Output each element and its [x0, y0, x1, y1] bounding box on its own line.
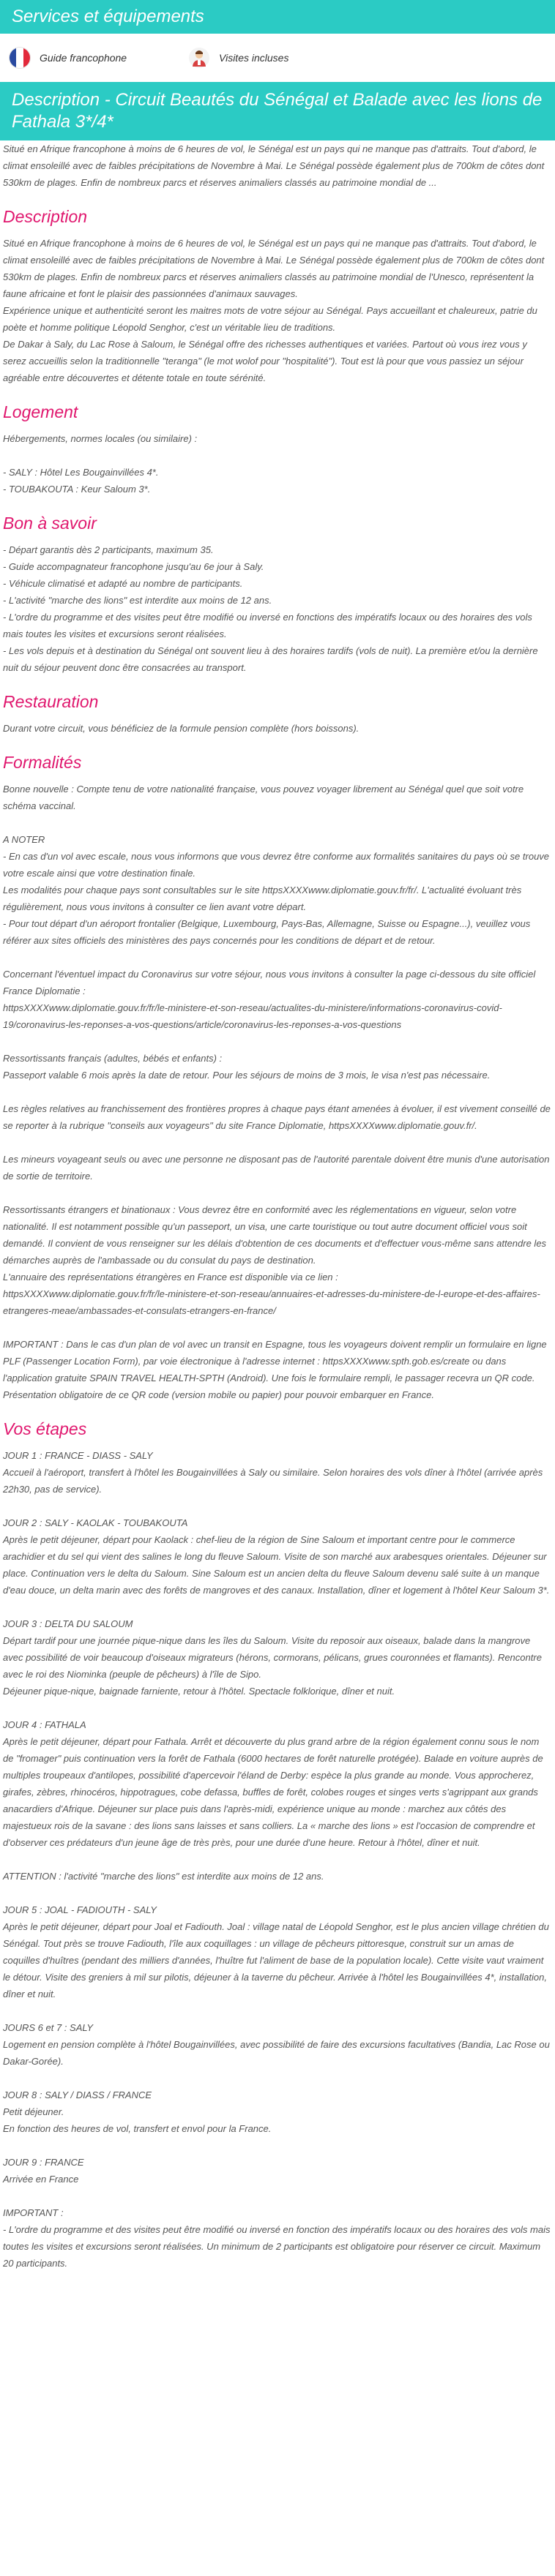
service-label: Visites incluses [219, 52, 289, 64]
services-banner: Services et équipements [0, 0, 555, 34]
service-label: Guide francophone [40, 52, 127, 64]
section-title-bon-a-savoir: Bon à savoir [3, 514, 97, 533]
content [0, 140, 555, 2272]
section-text-logement: Hébergements, normes locales (ou similaire) : - SALY : Hôtel Les Bougainvillées 4*. - TOUBAKOUTA : Keur Saloum 3*. [3, 433, 198, 495]
description-banner: Description - Circuit Beautés du Sénégal et Balade avec les lions de Fathala 3*/4* [0, 82, 555, 140]
section-title-restauration: Restauration [3, 692, 99, 711]
section-title-vos-etapes: Vos étapes [3, 1419, 87, 1438]
services-list [0, 34, 555, 82]
section-text-restauration: Durant votre circuit, vous bénéficiez de la formule pension complète (hors boissons). [3, 723, 360, 734]
section-text-bon-a-savoir: - Départ garantis dès 2 participants, maximum 35. - Guide accompagnateur francophone jusqu'au 6e jour à Saly. - Véhicule climatisé et adapté au nombre de participants. - L'activité "marche des lions" est interdite aux moins de 12 ans. - L'ordre du programme et des visites peut être modifié ou inversé en fonctions des impératifs locaux ou des horaires des vols mais toutes les visites et excursions seront réalisées. - Les vols depuis et à destination du Sénégal ont souvent lieu à des horaires tardifs (vols de nuit). La première et/ou la dernière nuit du séjour peuvent donc être consacrées au transport. [3, 544, 538, 673]
section-title-description: Description [3, 207, 88, 226]
section-title-logement: Logement [3, 402, 78, 421]
person-visit-icon [188, 47, 210, 69]
intro-text: Situé en Afrique francophone à moins de 6 heures de vol, le Sénégal est un pays qui ne manque pas d'attraits. Tout d'abord, le climat ensoleillé avec de faibles précipitations de Novembre à Mai. Le Sénégal possède également plus de 700km de côtes dont 530km de plages. Enfin de nombreux parcs et réserves animaliers classés au patrimoine mondial de ... [3, 143, 545, 188]
section-text-description: Situé en Afrique francophone à moins de 6 heures de vol, le Sénégal est un pays qui ne manque pas d'attraits. Tout d'abord, le climat ensoleillé avec de faibles précipitations de Novembre à Mai. Le Sénégal possède également plus de 700km de côtes dont 530km de plages. Enfin de nombreux parcs et réserves animaliers classés au patrimoine mondial de l'Unesco, représentent la faune africaine et font le plaisir des passionnées d'animaux sauvages. Expérience unique et authenticité seront les maitres mots de votre séjour au Sénégal. Pays accueillant et chaleureux, patrie du poète et homme politique Léopold Senghor, c'est un véritable lieu de traditions. De Dakar à Saly, du Lac Rose à Saloum, le Sénégal offre des richesses authentiques et variées. Partout où vous irez vous y serez accueillis selon la traditionnelle "teranga" (le mot wolof pour "hospitalité"). Tout est là pour que vous passiez un séjour agréable entre découvertes et détente totale en toute sérénité. [3, 238, 545, 383]
section-text-vos-etapes: JOUR 1 : FRANCE - DIASS - SALY Accueil à l'aéroport, transfert à l'hôtel les Bougainvillées à Saly ou similaire. Selon horaires des vols dîner à l'hôtel (arrivée après 22h30, pas de service). JOUR 2 : SALY - KAOLAK - TOUBAKOUTA Après le petit déjeuner, départ pour Kaolack : chef-lieu de la région de Sine Saloum et important centre pour le commerce arachidier et du sel qui vient des salines le long du fleuve Saloum. Visite de son marché aux arabesques orientales. Déjeuner sur place. Continuation vers le delta du Saloum. Sine Saloum est un ancien delta du fleuve Saloum devenu salé suite à un manque d'eau douce, un delta marin avec des forêts de mangroves et des canaux. Installation, dîner et logement à l'hôtel Keur Saloum 3*. JOUR 3 : DELTA DU SALOUM Départ tardif pour une journée pique-nique dans les îles du Saloum. Visite du reposoir aux oiseaux, balade dans la mangrove avec possibilité de voir beaucoup d'oiseaux migrateurs (hérons, cormorans, pélicans, grues couronnées et flamants). Rencontre avec le roi des Niominka (peuple de pêcheurs) à l'île de Sipo. Déjeuner pique-nique, baignade farniente, retour à l'hôtel. Spectacle folklorique, dîner et nuit. JOUR 4 : FATHALA Après le petit déjeuner, départ pour Fathala. Arrêt et découverte du plus grand arbre de la région également connu sous le nom de "fromager" puis continuation vers la forêt de Fathala (6000 hectares de forêt naturelle protégée). Balade en voiture auprès de multiples troupeaux d'antilopes, possibilité d'apercevoir l'éland de Derby: espèce la plus grande au monde. Vous approcherez, girafes, zèbres, rhinocéros, hippotragues, cobe defassa, buffles de forêt, colobes rouges et singes verts s'agrippant aux grands anacardiers d'Afrique. Déjeuner sur place puis dans l'après-midi, expérience unique au monde : marchez aux côtés des majestueux rois de la savane : des lions sans laisses et sans colliers. La « marche des lions » est l'occasion de comprendre et d'observer ces prédateurs d'un jeune âge de très près, pour une durée d'une heure. Retour à l'hôtel, dîner et nuit. ATTENTION : l'activité "marche des lions" est interdite aux moins de 12 ans. JOUR 5 : JOAL - FADIOUTH - SALY Après le petit déjeuner, départ pour Joal et Fadiouth. Joal : village natal de Léopold Senghor, est le plus ancien village chrétien du Sénégal. Tout près se trouve Fadiouth, l'île aux coquillages : un village de pêcheurs pittoresque, construit sur un amas de coquilles d'huîtres (pendant des milliers d'années, l'huître fut l'aliment de base de la population locale). Cette visite vaut vraiment le détour. Visite des greniers à mil sur pilotis, déjeuner à la taverne du pêcheur. Arrivée à l'hôtel les Bougainvillées 4*, installation, dîner et nuit. JOURS 6 et 7 : SALY Logement en pension complète à l'hôtel Bougainvillées, avec possibilité de faire des excursions facultatives (Bandia, Lac Rose ou Dakar-Gorée). JOUR 8 : SALY / DIASS / FRANCE Petit déjeuner. En fonction des heures de vol, transfert et envol pour la France. JOUR 9 : FRANCE Arrivée en France IMPORTANT : - L'ordre du programme et des visites peut être modifié ou inversé en fonction des impératifs locaux ou des horaires des vols mais toutes les visites et excursions seront réalisées. Un minimum de 2 participants est obligatoire pour réserver ce circuit. Maximum 20 participants. [3, 1450, 551, 2269]
section-text-formalites: Bonne nouvelle : Compte tenu de votre nationalité française, vous pouvez voyager librement au Sénégal quel que soit votre schéma vaccinal. A NOTER - En cas d'un vol avec escale, nous vous informons que vous devrez être conforme aux formalités sanitaires du pays où se trouve votre escale ainsi que votre destination finale. Les modalités pour chaque pays sont consultables sur le site httpsXXXXwww.diplomatie.gouv.fr/fr/. L'actualité évoluant très régulièrement, nous vous invitons à consulter ce lien avant votre départ. - Pour tout départ d'un aéroport frontalier (Belgique, Luxembourg, Pays-Bas, Allemagne, Suisse ou Espagne...), veuillez vous référer aux sites officiels des ministères des pays concernés pour les conditions de départ et de retour. Concernant l'éventuel impact du Coronavirus sur votre séjour, nous vous invitons à consulter la page ci-dessous du site officiel France Diplomatie : httpsXXXXwww.diplomatie.gouv.fr/fr/le-ministere-et-son-reseau/actualites-du-ministere/informations-coronavirus-covid-19/coronavirus-les-reponses-a-vos-questions/article/coronavirus-les-reponses-a-vos-questions Ressortissants français (adultes, bébés et enfants) : Passeport valable 6 mois après la date de retour. Pour les séjours de moins de 3 mois, le visa n'est pas nécessaire. Les règles relatives au franchissement des frontières propres à chaque pays étant amenées à évoluer, il est vivement conseillé de se reporter à la rubrique "conseils aux voyageurs" du site France Diplomatie, httpsXXXXwww.diplomatie.gouv.fr/. Les mineurs voyageant seuls ou avec une personne ne disposant pas de l'autorité parentale doivent être munis d'une autorisation de sortie de territoire. Ressortissants étrangers et binationaux : Vous devrez être en conformité avec les réglementations en vigueur, selon votre nationalité. Il est notamment possible qu'un passeport, un visa, une carte touristique ou tout autre document officiel vous soit demandé. Il convient de vous renseigner sur les délais d'obtention de ces documents et d'effectuer vous-même sans attendre les démarches auprès de l'ambassade ou du consulat du pays de destination. L'annuaire des représentations étrangères en France est disponible via ce lien : httpsXXXXwww.diplomatie.gouv.fr/fr/le-ministere-et-son-reseau/annuaires-et-adresses-du-ministere-de-l-europe-et-des-affaires-etrangeres-meae/ambassades-et-consulats-etrangers-en-france/ IMPORTANT : Dans le cas d'un plan de vol avec un transit en Espagne, tous les voyageurs doivent remplir un formulaire en ligne PLF (Passenger Location Form), par voie électronique à l'adresse internet : httpsXXXXwww.spth.gob.es/create ou dans l'application gratuite SPAIN TRAVEL HEALTH-SPTH (Android). Une fois le formulaire rempli, le passager recevra un QR code. Présentation obligatoire de ce QR code (version mobile ou papier) pour pouvoir embarquer en France. [3, 784, 551, 1400]
service-item-visits [188, 47, 368, 69]
france-flag-icon [9, 47, 31, 69]
section-title-formalites: Formalités [3, 753, 82, 772]
service-item-guide [9, 47, 188, 69]
